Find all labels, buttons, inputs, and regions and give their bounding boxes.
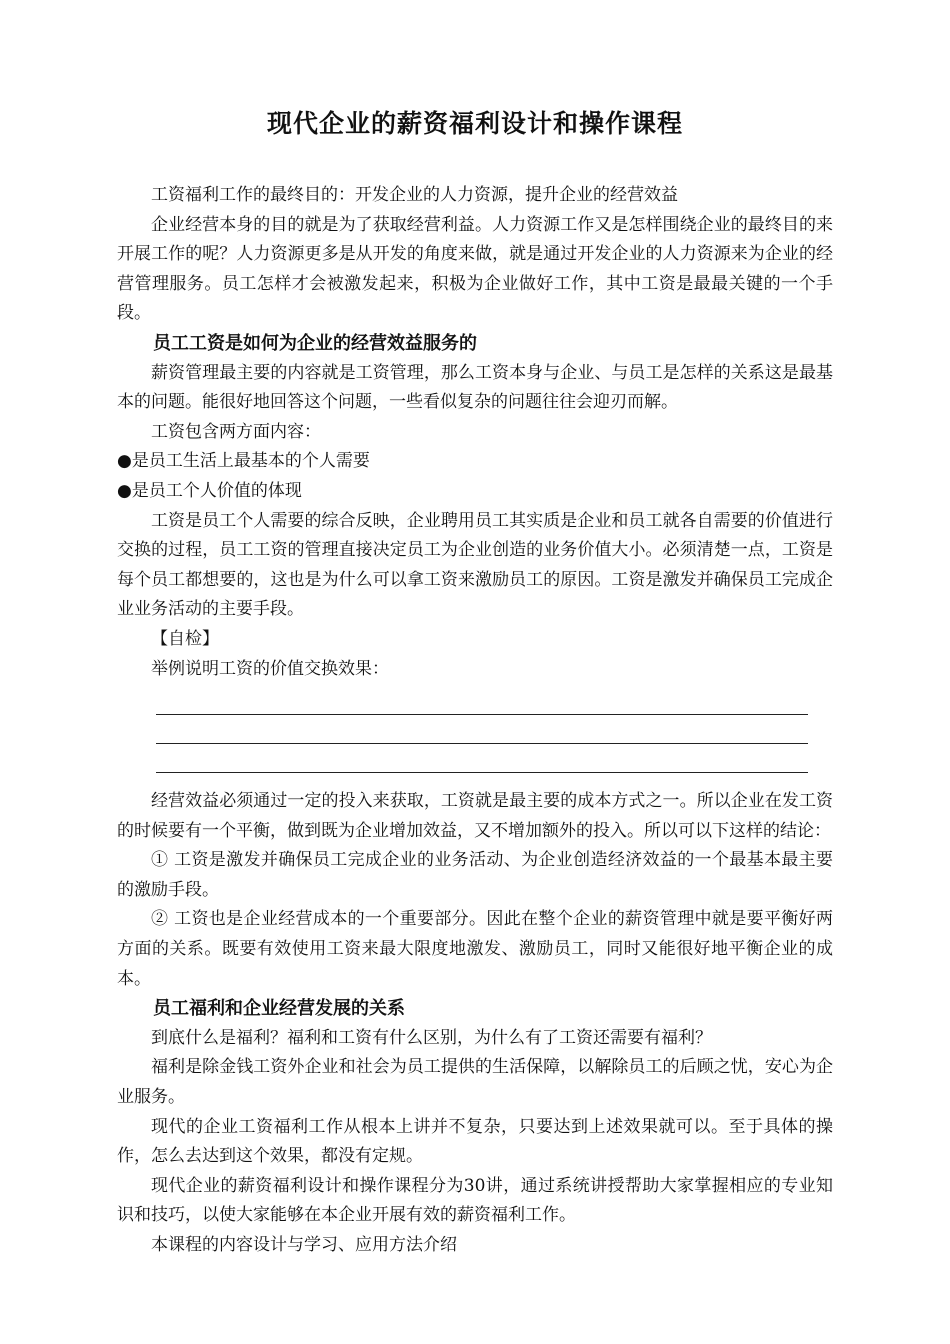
paragraph: 经营效益必须通过一定的投入来获取，工资就是最主要的成本方式之一。所以企业在发工资的时候要有一个平衡，做到既为企业增加效益，又不增加额外的投入。所以可以下这样的结论： bbox=[117, 791, 833, 841]
paragraph: 工资包含两方面内容： bbox=[151, 421, 321, 442]
document-title: 现代企业的薪资福利设计和操作课程 bbox=[266, 109, 683, 138]
answer-blank-line bbox=[156, 744, 808, 773]
section-heading-wages: 员工工资是如何为企业的经营效益服务的 bbox=[153, 332, 477, 354]
numbered-point: ① 工资是激发并确保员工完成企业的业务活动、为企业创造经济效益的一个最基本最主要的激励手段。 bbox=[117, 850, 833, 900]
paragraph: 现代的企业工资福利工作从根本上讲并不复杂，只要达到上述效果就可以。至于具体的操作，怎么去达到这个效果，都没有定规。 bbox=[117, 1116, 833, 1167]
paragraph: 到底什么是福利？福利和工资有什么区别，为什么有了工资还需要有福利？ bbox=[151, 1027, 712, 1048]
bullet-item: ●是员工个人价值的体现 bbox=[117, 480, 302, 501]
paragraph: 本课程的内容设计与学习、应用方法介绍 bbox=[151, 1235, 457, 1255]
answer-blank-line bbox=[156, 715, 808, 744]
self-check-label: 【自检】 bbox=[151, 628, 219, 649]
paragraph: 薪资管理最主要的内容就是工资管理，那么工资本身与企业、与员工是怎样的关系这是最基本的问题。能很好地回答这个问题，一些看似复杂的问题往往会迎刃而解。 bbox=[117, 362, 833, 413]
answer-blank-lines bbox=[117, 684, 833, 787]
intro-line: 工资福利工作的最终目的：开发企业的人力资源，提升企业的经营效益 bbox=[151, 185, 678, 205]
answer-blank-line bbox=[156, 686, 808, 715]
paragraph: 现代企业的薪资福利设计和操作课程分为30讲，通过系统讲授帮助大家掌握相应的专业知识和技巧，以使大家能够在本企业开展有效的薪资福利工作。 bbox=[117, 1175, 833, 1226]
section-heading-welfare: 员工福利和企业经营发展的关系 bbox=[153, 998, 405, 1020]
document-body bbox=[117, 181, 833, 1261]
self-check-prompt: 举例说明工资的价值交换效果： bbox=[151, 658, 389, 679]
paragraph: 福利是除金钱工资外企业和社会为员工提供的生活保障，以解除员工的后顾之忧，安心为企业服务。 bbox=[117, 1057, 833, 1108]
intro-paragraph: 企业经营本身的目的就是为了获取经营利益。人力资源工作又是怎样围绕企业的最终目的来开展工作的呢？人力资源更多是从开发的角度来做，就是通过开发企业的人力资源来为企业的经营管理服务。员工怎样才会被激发起来，积极为企业做好工作，其中工资是最最关键的一个手段。 bbox=[117, 214, 833, 324]
paragraph: 工资是员工个人需要的综合反映，企业聘用员工其实质是企业和员工就各自需要的价值进行交换的过程，员工工资的管理直接决定员工为企业创造的业务价值大小。必须清楚一点，工资是每个员工都想要的，这也是为什么可以拿工资来激励员工的原因。工资是激发并确保员工完成企业业务活动的主要手段。 bbox=[117, 510, 833, 620]
bullet-item: ●是员工生活上最基本的个人需要 bbox=[117, 451, 370, 472]
numbered-point: ② 工资也是企业经营成本的一个重要部分。因此在整个企业的薪资管理中就是要平衡好两方面的关系。既要有效使用工资来最大限度地激发、激励员工，同时又能很好地平衡企业的成本。 bbox=[117, 909, 833, 989]
